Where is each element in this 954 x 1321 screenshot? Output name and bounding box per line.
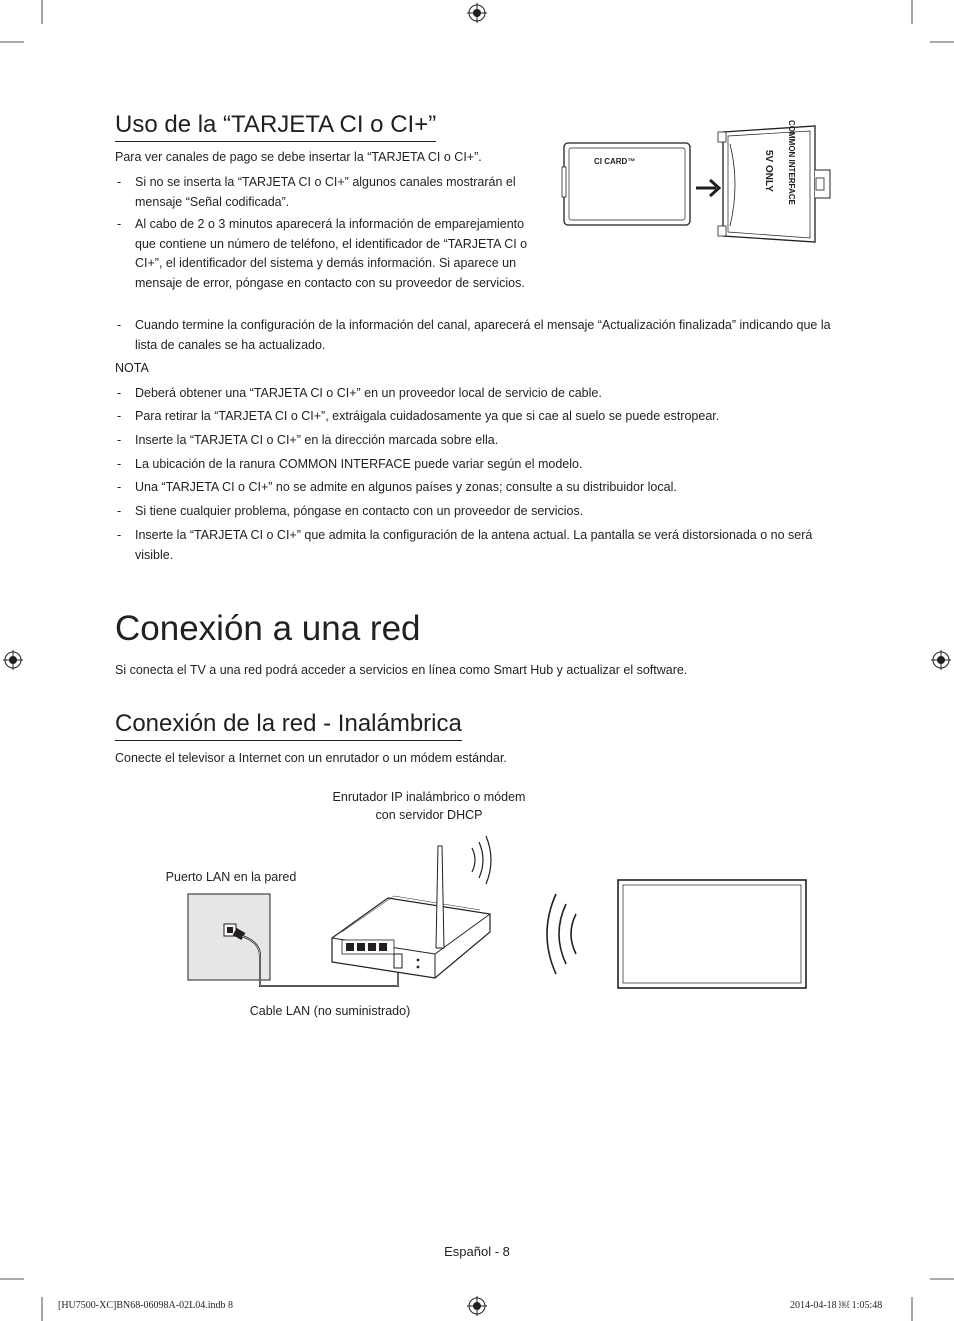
router-label — [318, 789, 540, 824]
timestamp: 2014-04-18 ￼ 1:05:48 — [790, 1300, 883, 1311]
note-3: Inserte la “TARJETA CI o CI+” en la dirección marcada sobre ella. — [135, 433, 499, 447]
note-7: Inserte la “TARJETA CI o CI+” que admita la configuración de la antena actual. La pantalla se verá distorsionada o no será visible. — [135, 528, 813, 562]
network-intro: Si conecta el TV a una red podrá acceder a servicios en línea como Smart Hub y actualizar el software. — [115, 663, 688, 677]
note-4: La ubicación de la ranura COMMON INTERFACE puede variar según el modelo. — [135, 457, 583, 471]
router-icon — [332, 846, 490, 978]
note-5: Una “TARJETA CI o CI+” no se admite en algunos países y zonas; consulte a su distribuidor local. — [135, 480, 677, 494]
note-6: Si tiene cualquier problema, póngase en contacto con un proveedor de servicios. — [135, 504, 584, 518]
ci-bullet-1: Si no se inserta la “TARJETA CI o CI+” algunos canales mostrarán el mensaje “Señal codificada”. — [135, 175, 516, 209]
router-label-line2: con servidor DHCP — [375, 807, 483, 822]
ci-card-label: CI CARD™ — [594, 157, 636, 166]
ci-card-illustration — [560, 122, 840, 247]
registration-mark-icon — [931, 650, 951, 670]
section-title-wireless: Conexión de la red - Inalámbrica — [115, 710, 462, 741]
wifi-waves-tv-icon — [547, 894, 576, 974]
ci-bullet-2: Al cabo de 2 o 3 minutos aparecerá la información de emparejamiento que contiene un número de teléfono, el identificador de “TARJETA CI o CI+”, el identificador del sistema y demás información. Si aparece un mensaje de error, póngase en contacto con su proveedor de servicios. — [135, 217, 528, 290]
wifi-waves-router-icon — [472, 836, 491, 884]
router-label-line1: Enrutador IP inalámbrico o módem — [332, 790, 526, 804]
registration-mark-icon — [467, 3, 487, 23]
network-diagram — [180, 836, 820, 996]
ci-card-drawing — [560, 122, 840, 247]
ci-bullet-3: Cuando termine la configuración de la información del canal, aparecerá el mensaje “Actualización finalizada” indicando que la lista de canales se ha actualizado. — [135, 318, 831, 352]
page-number: Español - 8 — [444, 1244, 510, 1259]
wall-port-label: Puerto LAN en la pared — [165, 870, 297, 884]
note-2: Para retirar la “TARJETA CI o CI+”, extráigala cuidadosamente ya que si cae al suelo se puede estropear. — [135, 409, 720, 423]
nota-label: NOTA — [115, 361, 149, 375]
ci-intro: Para ver canales de pago se debe insertar la “TARJETA CI o CI+”. — [115, 150, 482, 164]
registration-mark-icon — [3, 650, 23, 670]
note-1: Deberá obtener una “TARJETA CI o CI+” en un proveedor local de servicio de cable. — [135, 386, 602, 400]
tv-icon — [618, 880, 806, 988]
five-volt-label: 5V ONLY — [763, 150, 774, 192]
wireless-intro: Conecte el televisor a Internet con un enrutador o un módem estándar. — [115, 751, 507, 765]
section-title-ci: Uso de la “TARJETA CI o CI+” — [115, 111, 436, 142]
cable-label: Cable LAN (no suministrado) — [249, 1004, 411, 1018]
file-name: [HU7500-XC]BN68-06098A-02L04.indb 8 — [58, 1300, 233, 1311]
common-interface-label: COMMON INTERFACE — [787, 120, 796, 205]
section-title-network: Conexión a una red — [115, 609, 421, 648]
registration-mark-icon — [467, 1296, 487, 1316]
